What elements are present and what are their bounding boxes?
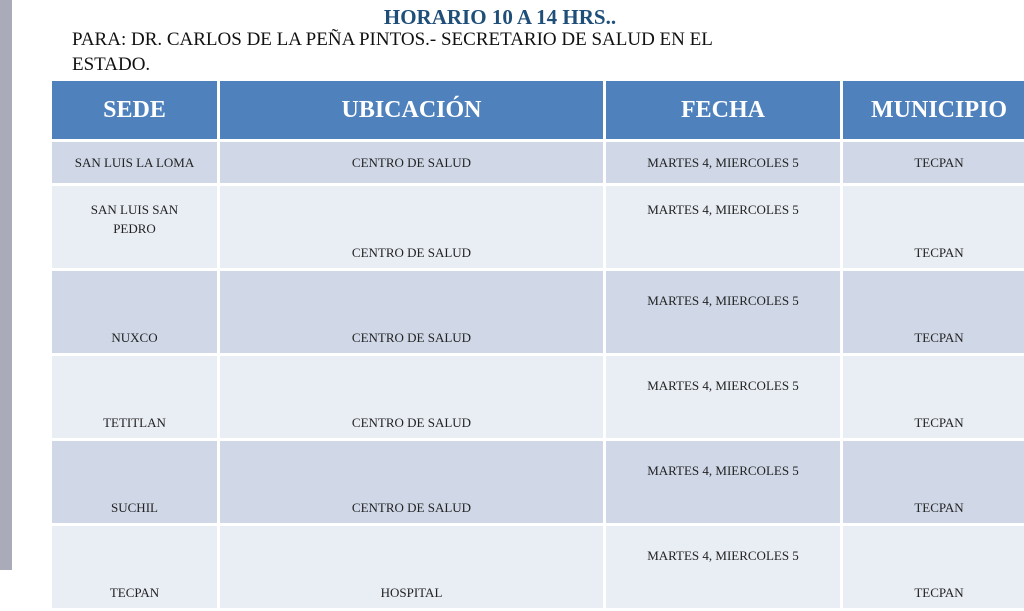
cell-sede: NUXCO [51, 270, 219, 355]
cell-ubicacion: HOSPITAL [219, 525, 605, 610]
cell-ubicacion: CENTRO DE SALUD [219, 355, 605, 440]
cell-fecha: MARTES 4, MIERCOLES 5 [605, 141, 842, 185]
table-row [51, 185, 1024, 270]
cell-municipio: TECPAN [842, 525, 1024, 610]
cell-ubicacion: CENTRO DE SALUD [219, 185, 605, 270]
addressee-line: PARA: DR. CARLOS DE LA PEÑA PINTOS.- SECRETARIO DE SALUD EN EL ESTADO. [72, 27, 772, 77]
table-row [51, 525, 1024, 610]
table-row [51, 440, 1024, 525]
cell-sede: TECPAN [51, 525, 219, 610]
column-header-municipio: MUNICIPIO [842, 80, 1024, 141]
cell-fecha: MARTES 4, MIERCOLES 5 [605, 185, 842, 270]
cell-sede: TETITLAN [51, 355, 219, 440]
table-header-row [51, 80, 1024, 141]
cell-sede: SUCHIL [51, 440, 219, 525]
cell-municipio: TECPAN [842, 185, 1024, 270]
table-row [51, 270, 1024, 355]
column-header-fecha: FECHA [605, 80, 842, 141]
cell-ubicacion: CENTRO DE SALUD [219, 440, 605, 525]
cell-ubicacion: CENTRO DE SALUD [219, 270, 605, 355]
left-edge-bar [0, 0, 12, 570]
cell-municipio: TECPAN [842, 440, 1024, 525]
cell-municipio: TECPAN [842, 141, 1024, 185]
cell-ubicacion: CENTRO DE SALUD [219, 141, 605, 185]
column-header-sede: SEDE [51, 80, 219, 141]
cell-municipio: TECPAN [842, 270, 1024, 355]
cell-fecha: MARTES 4, MIERCOLES 5 [605, 270, 842, 355]
schedule-table [49, 78, 1024, 611]
cell-sede [51, 185, 219, 270]
cell-fecha: MARTES 4, MIERCOLES 5 [605, 525, 842, 610]
cell-fecha: MARTES 4, MIERCOLES 5 [605, 440, 842, 525]
cell-municipio: TECPAN [842, 355, 1024, 440]
table-row [51, 355, 1024, 440]
cell-sede-text: SAN LUIS SAN PEDRO [80, 200, 190, 238]
column-header-ubicacion: UBICACIÓN [219, 80, 605, 141]
schedule-heading: HORARIO 10 A 14 HRS.. [0, 6, 1000, 28]
cell-sede: SAN LUIS LA LOMA [51, 141, 219, 185]
table-row [51, 141, 1024, 185]
cell-fecha: MARTES 4, MIERCOLES 5 [605, 355, 842, 440]
